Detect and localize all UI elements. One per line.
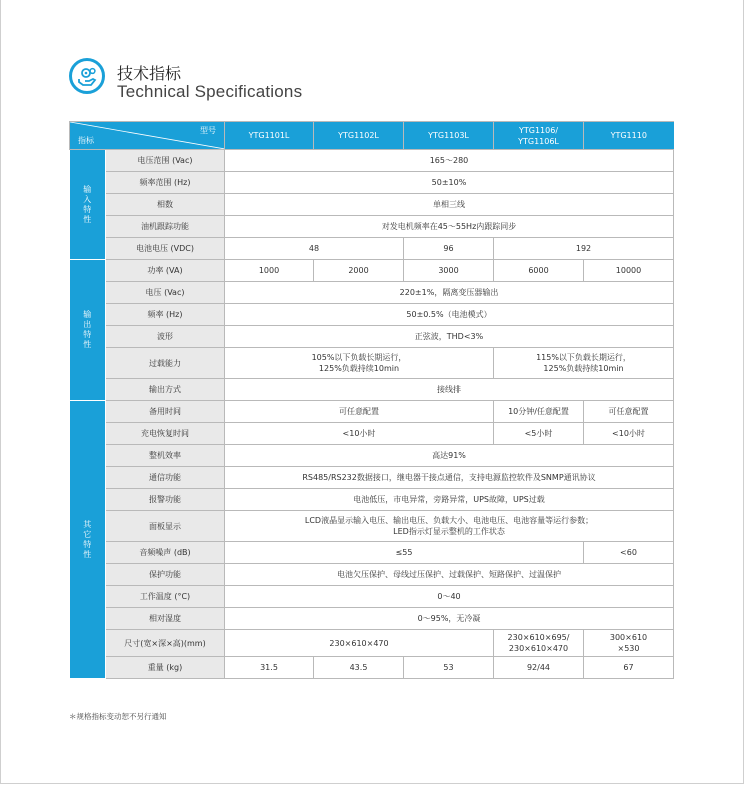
row-label: 电池电压 (VDC) — [106, 238, 225, 260]
row-label: 波形 — [106, 326, 225, 348]
row-value: 67 — [584, 657, 674, 679]
row-value: LCD液晶显示输入电压、输出电压、负载大小、电池电压、电池容量等运行参数； LED指示灯显示整机的工作状态 — [225, 511, 674, 542]
corner-spec-label: 指标 — [78, 136, 94, 145]
model-header: YTG1103L — [404, 122, 494, 150]
row-value: 10000 — [584, 260, 674, 282]
table-row — [70, 542, 674, 564]
row-label: 油机跟踪功能 — [106, 216, 225, 238]
row-value: 可任意配置 — [584, 401, 674, 423]
page-title-cn: 技术指标 — [117, 64, 182, 83]
row-value: 300×610 ×530 — [584, 630, 674, 657]
row-value: 10分钟/任意配置 — [494, 401, 584, 423]
row-value: 165～280 — [225, 150, 674, 172]
row-label: 保护功能 — [106, 564, 225, 586]
row-label: 面板显示 — [106, 511, 225, 542]
table-row — [70, 348, 674, 379]
table-row — [70, 511, 674, 542]
row-label: 相数 — [106, 194, 225, 216]
row-label: 电压 (Vac) — [106, 282, 225, 304]
row-label: 报警功能 — [106, 489, 225, 511]
row-value: 可任意配置 — [225, 401, 494, 423]
row-label: 音频噪声 (dB) — [106, 542, 225, 564]
page-title-en: Technical Specifications — [117, 82, 303, 101]
table-header-row — [70, 122, 674, 150]
row-value: 高达91% — [225, 445, 674, 467]
row-value: <5小时 — [494, 423, 584, 445]
row-value: 2000 — [314, 260, 404, 282]
table-row — [70, 657, 674, 679]
table-row — [70, 260, 674, 282]
table-row — [70, 401, 674, 423]
row-label: 过载能力 — [106, 348, 225, 379]
table-row — [70, 194, 674, 216]
row-value: 接线排 — [225, 379, 674, 401]
model-header: YTG1101L — [225, 122, 314, 150]
spec-table — [69, 121, 674, 679]
row-label: 充电恢复时间 — [106, 423, 225, 445]
row-value: 48 — [225, 238, 404, 260]
row-value: 正弦波，THD<3% — [225, 326, 674, 348]
row-value: <60 — [584, 542, 674, 564]
row-value: 230×610×470 — [225, 630, 494, 657]
row-value: 192 — [494, 238, 674, 260]
row-label: 通信功能 — [106, 467, 225, 489]
row-value: 220±1%，隔离变压器输出 — [225, 282, 674, 304]
model-header: YTG1102L — [314, 122, 404, 150]
row-value: <10小时 — [584, 423, 674, 445]
model-header: YTG1110 — [584, 122, 674, 150]
row-value: <10小时 — [225, 423, 494, 445]
gear-hand-icon — [69, 58, 105, 94]
row-label: 重量 (kg) — [106, 657, 225, 679]
row-value: 50±0.5%（电池模式） — [225, 304, 674, 326]
row-value: 对发电机频率在45～55Hz内跟踪同步 — [225, 216, 674, 238]
row-value: 92/44 — [494, 657, 584, 679]
group-label-other: 其它特性 — [70, 401, 106, 679]
row-label: 输出方式 — [106, 379, 225, 401]
table-row — [70, 282, 674, 304]
row-value: 0～40 — [225, 586, 674, 608]
table-row — [70, 326, 674, 348]
row-value: 115%以下负载长期运行， 125%负载持续10min — [494, 348, 674, 379]
row-label: 整机效率 — [106, 445, 225, 467]
table-row — [70, 586, 674, 608]
table-row — [70, 423, 674, 445]
row-value: 3000 — [404, 260, 494, 282]
group-label-input: 输入特性 — [70, 150, 106, 260]
table-row — [70, 238, 674, 260]
table-row — [70, 608, 674, 630]
row-value: 1000 — [225, 260, 314, 282]
table-row — [70, 564, 674, 586]
corner-model-label: 型号 — [200, 126, 216, 135]
row-value: 电池欠压保护、母线过压保护、过载保护、短路保护、过温保护 — [225, 564, 674, 586]
row-value: RS485/RS232数据接口，继电器干接点通信，支持电源监控软件及SNMP通讯协议 — [225, 467, 674, 489]
row-value: ≤55 — [225, 542, 584, 564]
row-value: 105%以下负载长期运行， 125%负载持续10min — [225, 348, 494, 379]
row-value: 31.5 — [225, 657, 314, 679]
table-row — [70, 445, 674, 467]
row-label: 相对湿度 — [106, 608, 225, 630]
table-row — [70, 379, 674, 401]
table-corner-cell — [70, 122, 225, 150]
row-label: 尺寸(宽×深×高)(mm) — [106, 630, 225, 657]
table-row — [70, 216, 674, 238]
row-label: 备用时间 — [106, 401, 225, 423]
row-label: 频率范围 (Hz) — [106, 172, 225, 194]
row-value: 单相三线 — [225, 194, 674, 216]
row-value: 96 — [404, 238, 494, 260]
row-value: 230×610×695/ 230×610×470 — [494, 630, 584, 657]
table-row — [70, 150, 674, 172]
row-value: 6000 — [494, 260, 584, 282]
model-header: YTG1106/ YTG1106L — [494, 122, 584, 150]
row-value: 50±10% — [225, 172, 674, 194]
table-row — [70, 489, 674, 511]
table-row — [70, 630, 674, 657]
table-row — [70, 467, 674, 489]
table-row — [70, 172, 674, 194]
row-label: 工作温度 (°C) — [106, 586, 225, 608]
row-label: 电压范围 (Vac) — [106, 150, 225, 172]
row-value: 0～95%，无冷凝 — [225, 608, 674, 630]
row-value: 43.5 — [314, 657, 404, 679]
footnote: ＊规格指标变动恕不另行通知 — [69, 712, 167, 721]
row-label: 功率 (VA) — [106, 260, 225, 282]
row-value: 53 — [404, 657, 494, 679]
row-label: 频率 (Hz) — [106, 304, 225, 326]
row-value: 电池低压，市电异常，旁路异常，UPS故障，UPS过载 — [225, 489, 674, 511]
table-row — [70, 304, 674, 326]
group-label-output: 输出特性 — [70, 260, 106, 401]
